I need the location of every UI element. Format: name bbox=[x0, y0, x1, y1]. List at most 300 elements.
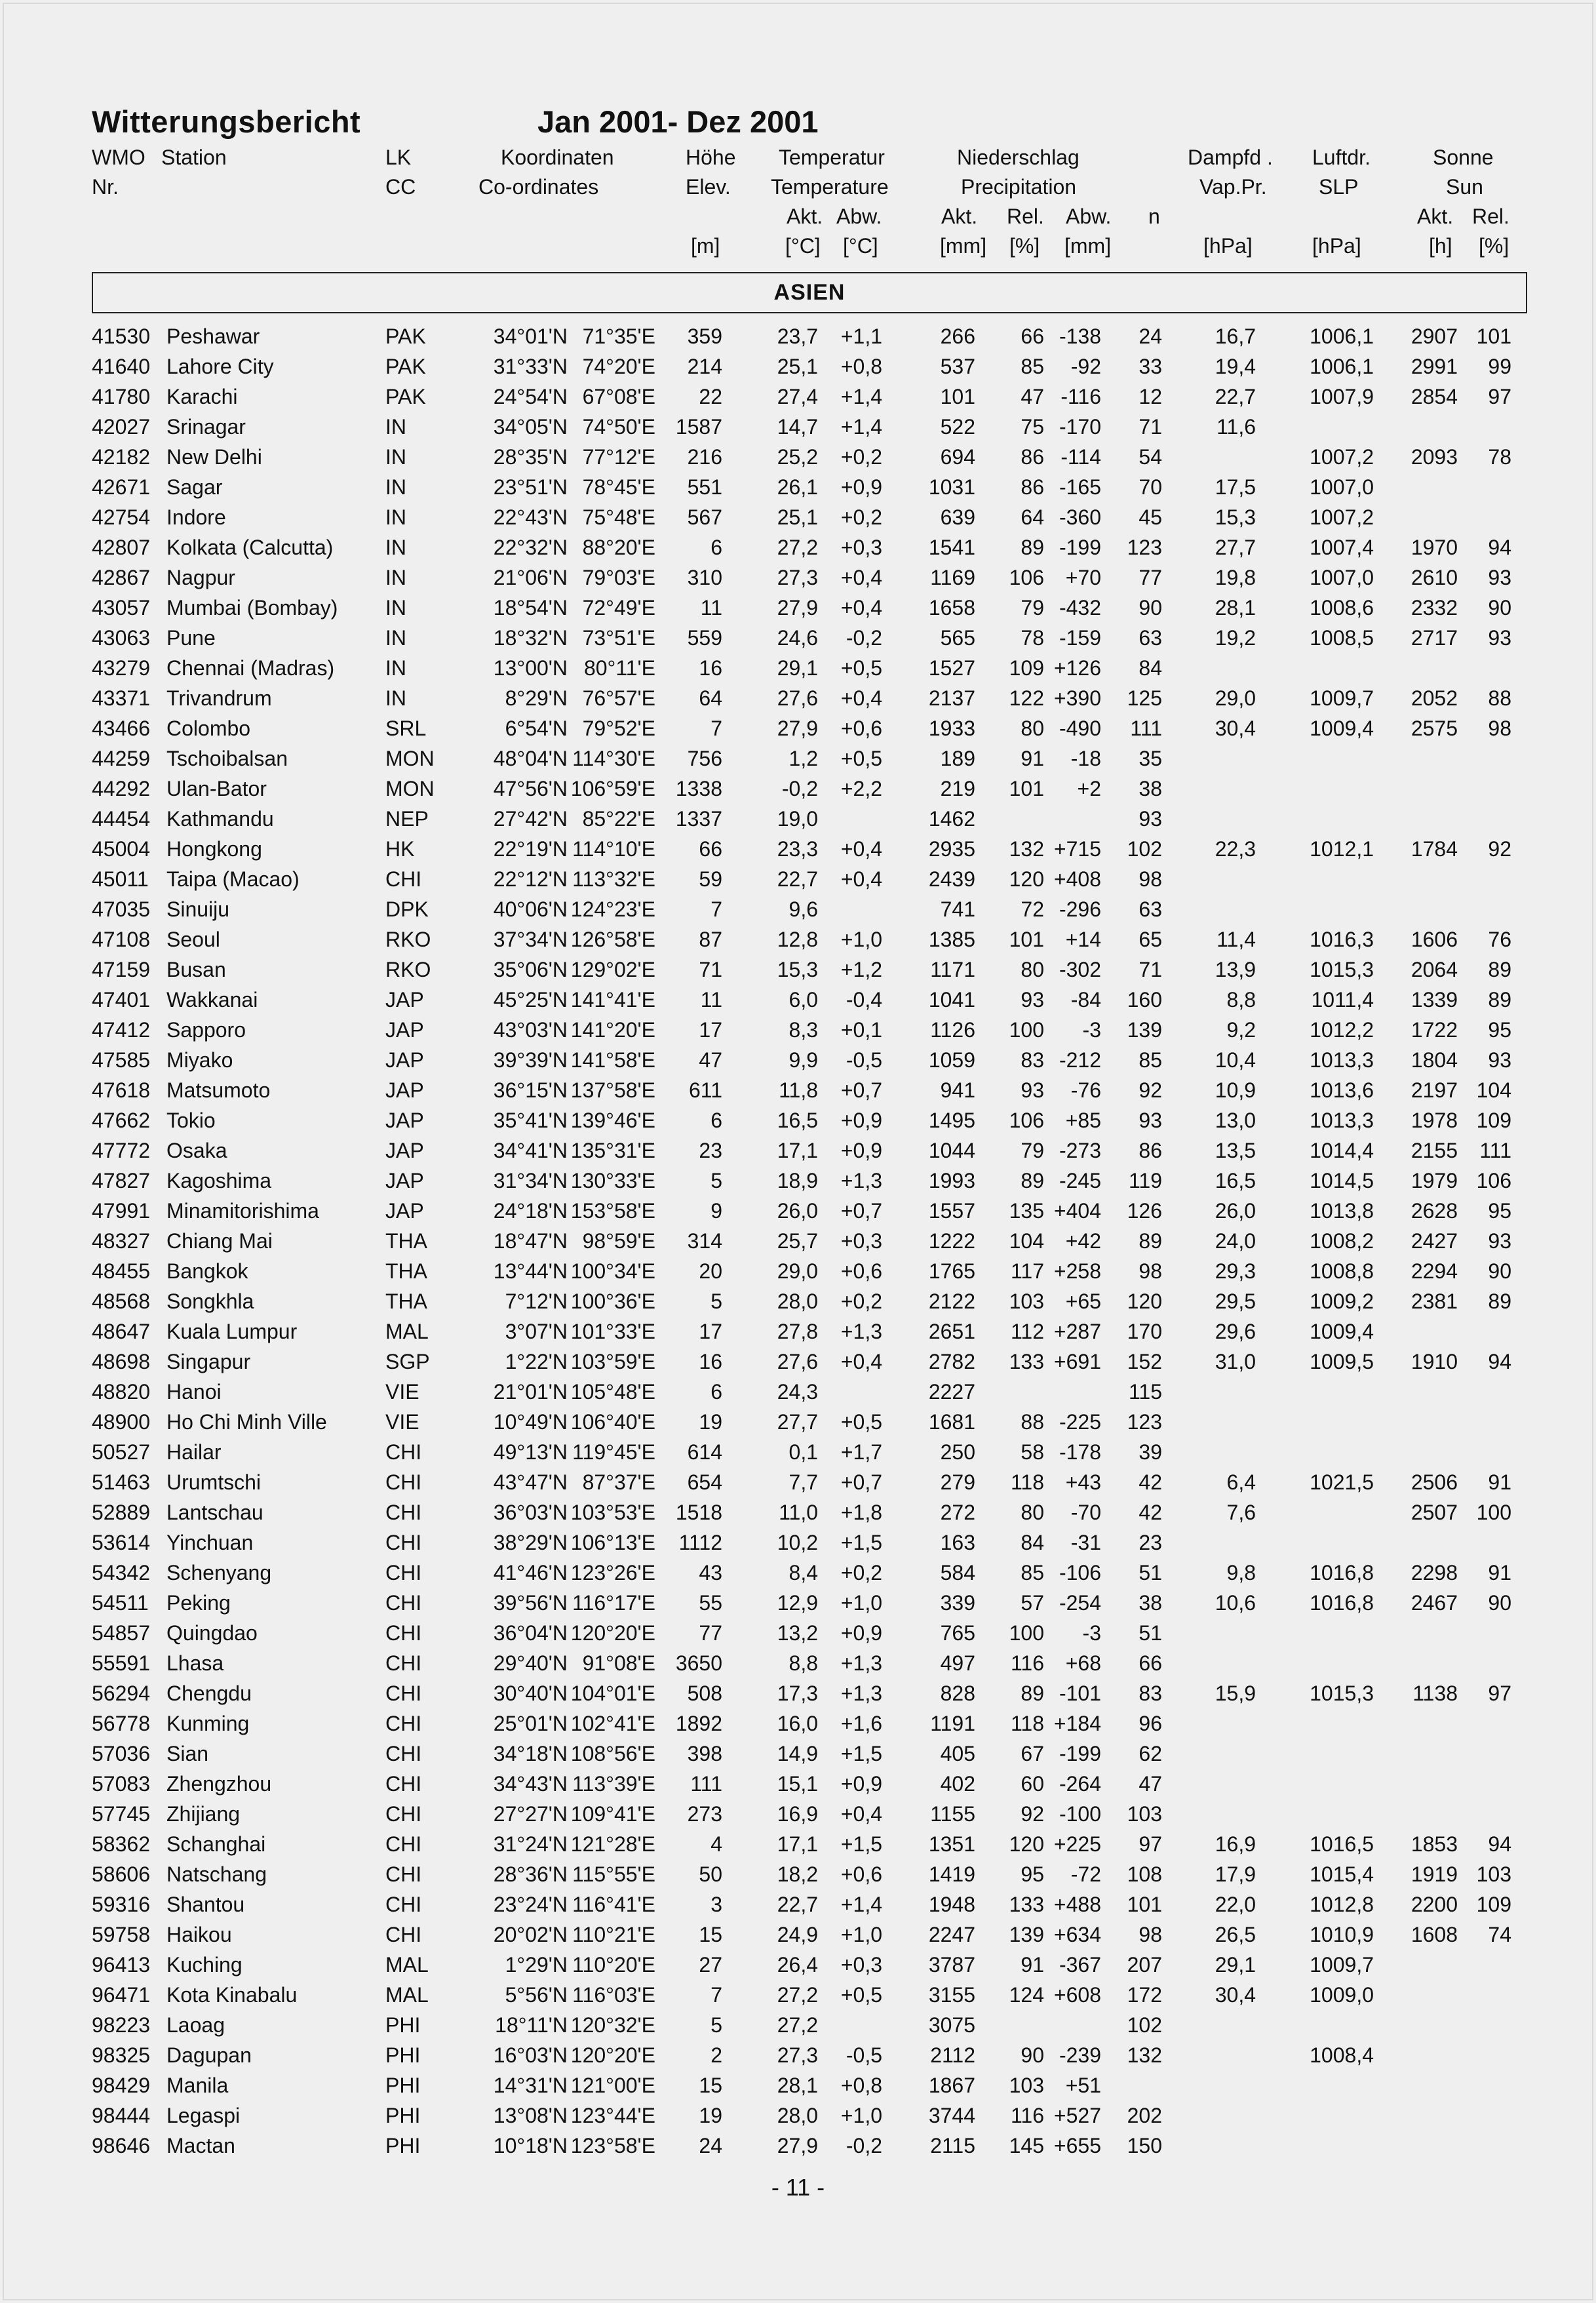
cell-lon: 100°34'E bbox=[570, 1259, 655, 1283]
table-row bbox=[0, 713, 1596, 743]
cell-p-akt: 1041 bbox=[928, 988, 975, 1012]
cell-n: 35 bbox=[1139, 747, 1162, 770]
cell-p-rel: 103 bbox=[1009, 2074, 1044, 2097]
cell-p-abw: -114 bbox=[1061, 445, 1101, 469]
cell-vap: 28,1 bbox=[1215, 596, 1256, 620]
cell-lat: 39°56'N bbox=[493, 1591, 568, 1615]
cell-lon: 114°30'E bbox=[572, 747, 655, 770]
cell-lon: 120°32'E bbox=[570, 2013, 655, 2037]
cell-p-akt: 1462 bbox=[928, 807, 975, 831]
cell-t-abw: -0,5 bbox=[846, 1048, 882, 1072]
header-temperature: Temperature bbox=[771, 175, 889, 199]
cell-sun-akt: 1608 bbox=[1411, 1923, 1458, 1946]
cell-p-abw: +65 bbox=[1065, 1289, 1101, 1313]
cell-p-abw: -360 bbox=[1059, 505, 1101, 529]
cell-lon: 108°56'E bbox=[570, 1742, 655, 1765]
cell-p-rel: 93 bbox=[1021, 1078, 1044, 1102]
cell-nr: 45011 bbox=[92, 867, 149, 891]
cell-sun-akt: 2991 bbox=[1411, 355, 1458, 378]
cell-cc: RKO bbox=[385, 958, 431, 981]
cell-p-abw: -116 bbox=[1061, 385, 1101, 408]
cell-p-akt: 2137 bbox=[928, 686, 975, 710]
cell-p-akt: 2651 bbox=[928, 1320, 975, 1343]
header-unit-m: [m] bbox=[691, 234, 720, 258]
cell-lat: 23°24'N bbox=[493, 1893, 568, 1916]
cell-lon: 106°59'E bbox=[570, 777, 655, 800]
cell-sun-akt: 1970 bbox=[1411, 536, 1458, 559]
cell-nr: 98223 bbox=[92, 2013, 150, 2037]
cell-t-akt: 25,1 bbox=[777, 355, 818, 378]
cell-elev: 7 bbox=[710, 1983, 722, 2007]
cell-n: 97 bbox=[1139, 1832, 1162, 1856]
cell-station: Nagpur bbox=[166, 566, 235, 589]
cell-cc: SGP bbox=[385, 1350, 430, 1373]
cell-p-rel: 80 bbox=[1021, 958, 1044, 981]
cell-p-rel: 79 bbox=[1021, 1139, 1044, 1162]
cell-t-akt: 27,9 bbox=[777, 596, 818, 620]
cell-p-rel: 78 bbox=[1021, 626, 1044, 650]
table-row bbox=[0, 653, 1596, 683]
cell-vap: 13,5 bbox=[1215, 1139, 1256, 1162]
cell-p-abw: +691 bbox=[1053, 1350, 1101, 1373]
cell-elev: 7 bbox=[710, 897, 722, 921]
cell-nr: 47827 bbox=[92, 1169, 150, 1192]
cell-cc: HK bbox=[385, 837, 415, 861]
cell-t-abw: +0,9 bbox=[840, 475, 882, 499]
header-unit-precip-akt: [mm] bbox=[940, 234, 987, 258]
cell-cc: CHI bbox=[385, 1591, 422, 1615]
cell-n: 103 bbox=[1127, 1802, 1162, 1826]
cell-t-akt: 27,4 bbox=[777, 385, 818, 408]
cell-t-akt: 17,1 bbox=[777, 1139, 818, 1162]
cell-n: 93 bbox=[1139, 1109, 1162, 1132]
cell-p-rel: 95 bbox=[1021, 1862, 1044, 1886]
cell-sun-rel: 99 bbox=[1488, 355, 1511, 378]
cell-t-abw: +0,4 bbox=[840, 1350, 882, 1373]
cell-vap: 9,8 bbox=[1226, 1561, 1256, 1585]
cell-lat: 24°18'N bbox=[493, 1199, 568, 1223]
cell-slp: 1016,8 bbox=[1310, 1591, 1374, 1615]
cell-lat: 10°49'N bbox=[493, 1410, 568, 1434]
cell-lat: 48°04'N bbox=[493, 747, 568, 770]
cell-sun-akt: 2907 bbox=[1411, 325, 1458, 348]
cell-t-akt: 16,0 bbox=[777, 1712, 818, 1735]
header-cc: CC bbox=[385, 175, 416, 199]
cell-t-akt: 15,3 bbox=[777, 958, 818, 981]
cell-lat: 13°44'N bbox=[493, 1259, 568, 1283]
cell-lat: 7°12'N bbox=[505, 1289, 568, 1313]
cell-sun-rel: 90 bbox=[1488, 1591, 1511, 1615]
cell-t-abw: +1,3 bbox=[840, 1320, 882, 1343]
cell-nr: 47585 bbox=[92, 1048, 150, 1072]
cell-p-rel: 58 bbox=[1021, 1440, 1044, 1464]
cell-p-akt: 694 bbox=[940, 445, 975, 469]
cell-n: 98 bbox=[1139, 1259, 1162, 1283]
cell-station: Singapur bbox=[166, 1350, 251, 1373]
cell-p-abw: -72 bbox=[1070, 1862, 1101, 1886]
cell-lon: 121°28'E bbox=[570, 1832, 655, 1856]
cell-p-abw: -76 bbox=[1070, 1078, 1101, 1102]
cell-sun-akt: 2717 bbox=[1411, 626, 1458, 650]
cell-p-rel: 80 bbox=[1021, 1501, 1044, 1524]
cell-nr: 42671 bbox=[92, 475, 150, 499]
cell-elev: 23 bbox=[699, 1139, 722, 1162]
cell-lat: 8°29'N bbox=[505, 686, 568, 710]
cell-t-abw: -0,4 bbox=[846, 988, 882, 1012]
table-row bbox=[0, 1980, 1596, 2010]
cell-t-akt: 8,3 bbox=[788, 1018, 818, 1042]
cell-sun-rel: 93 bbox=[1488, 626, 1511, 650]
cell-p-abw: +43 bbox=[1065, 1470, 1101, 1494]
cell-elev: 611 bbox=[688, 1078, 722, 1102]
cell-t-akt: 23,7 bbox=[777, 325, 818, 348]
cell-station: Kunming bbox=[166, 1712, 250, 1735]
cell-slp: 1016,5 bbox=[1310, 1832, 1374, 1856]
cell-station: Kagoshima bbox=[166, 1169, 272, 1192]
cell-elev: 20 bbox=[699, 1259, 722, 1283]
cell-lat: 45°25'N bbox=[493, 988, 568, 1012]
cell-station: Songkhla bbox=[166, 1289, 254, 1313]
header-lk: LK bbox=[385, 146, 412, 169]
cell-elev: 19 bbox=[699, 1410, 722, 1434]
cell-sun-akt: 2507 bbox=[1411, 1501, 1458, 1524]
cell-p-abw: -31 bbox=[1070, 1531, 1101, 1554]
cell-station: Shantou bbox=[166, 1893, 245, 1916]
cell-lon: 121°00'E bbox=[570, 2074, 655, 2097]
cell-p-akt: 941 bbox=[940, 1078, 975, 1102]
cell-elev: 15 bbox=[699, 2074, 722, 2097]
cell-nr: 98429 bbox=[92, 2074, 150, 2097]
cell-station: Kathmandu bbox=[166, 807, 274, 831]
cell-t-abw: +1,0 bbox=[840, 1591, 882, 1615]
cell-cc: IN bbox=[385, 415, 406, 439]
cell-lat: 39°39'N bbox=[493, 1048, 568, 1072]
cell-nr: 43466 bbox=[92, 717, 150, 740]
cell-n: 152 bbox=[1127, 1350, 1162, 1373]
cell-station: Kuching bbox=[166, 1953, 243, 1977]
cell-t-abw: +0,8 bbox=[840, 2074, 882, 2097]
cell-elev: 1892 bbox=[675, 1712, 722, 1735]
cell-p-akt: 2935 bbox=[928, 837, 975, 861]
cell-p-rel: 116 bbox=[1010, 1651, 1044, 1675]
cell-p-akt: 1351 bbox=[928, 1832, 975, 1856]
cell-lat: 18°32'N bbox=[493, 626, 568, 650]
cell-sun-akt: 2575 bbox=[1411, 717, 1458, 740]
cell-n: 139 bbox=[1127, 1018, 1162, 1042]
table-row bbox=[0, 1558, 1596, 1588]
cell-lat: 41°46'N bbox=[493, 1561, 568, 1585]
cell-elev: 559 bbox=[687, 626, 722, 650]
cell-lat: 18°54'N bbox=[493, 596, 568, 620]
cell-p-abw: +14 bbox=[1065, 928, 1101, 951]
cell-p-rel: 133 bbox=[1009, 1350, 1044, 1373]
table-row bbox=[0, 623, 1596, 653]
cell-lon: 123°44'E bbox=[570, 2104, 655, 2127]
cell-t-akt: 18,9 bbox=[777, 1169, 818, 1192]
cell-station: Taipa (Macao) bbox=[166, 867, 300, 891]
cell-sun-akt: 1784 bbox=[1411, 837, 1458, 861]
cell-n: 123 bbox=[1127, 536, 1162, 559]
cell-elev: 16 bbox=[699, 656, 722, 680]
cell-station: Colombo bbox=[166, 717, 251, 740]
cell-vap: 19,4 bbox=[1215, 355, 1256, 378]
cell-p-abw: -199 bbox=[1059, 536, 1101, 559]
cell-t-akt: 16,5 bbox=[777, 1109, 818, 1132]
table-row bbox=[0, 2131, 1596, 2161]
cell-sun-rel: 89 bbox=[1488, 1289, 1511, 1313]
table-row bbox=[0, 472, 1596, 502]
cell-lat: 27°27'N bbox=[493, 1802, 568, 1826]
cell-p-rel: 112 bbox=[1010, 1320, 1044, 1343]
cell-station: Busan bbox=[166, 958, 226, 981]
cell-t-akt: 18,2 bbox=[777, 1862, 818, 1886]
cell-station: Yinchuan bbox=[166, 1531, 254, 1554]
cell-t-abw: +0,2 bbox=[840, 1561, 882, 1585]
cell-lat: 24°54'N bbox=[493, 385, 568, 408]
cell-elev: 15 bbox=[699, 1923, 722, 1946]
cell-station: Srinagar bbox=[166, 415, 246, 439]
section-heading: ASIEN bbox=[773, 280, 846, 305]
cell-lon: 109°41'E bbox=[570, 1802, 655, 1826]
cell-p-akt: 1126 bbox=[930, 1018, 975, 1042]
cell-lat: 1°29'N bbox=[505, 1953, 568, 1977]
cell-t-akt: 25,2 bbox=[777, 445, 818, 469]
cell-t-akt: 24,9 bbox=[777, 1923, 818, 1946]
cell-n: 132 bbox=[1127, 2043, 1162, 2067]
cell-vap: 31,0 bbox=[1215, 1350, 1256, 1373]
cell-elev: 50 bbox=[699, 1862, 722, 1886]
cell-p-rel: 75 bbox=[1021, 415, 1044, 439]
cell-elev: 111 bbox=[690, 1772, 722, 1796]
cell-sun-akt: 2628 bbox=[1411, 1199, 1458, 1223]
cell-p-akt: 1191 bbox=[930, 1712, 975, 1735]
cell-cc: CHI bbox=[385, 1923, 422, 1946]
cell-elev: 9 bbox=[710, 1199, 722, 1223]
cell-lat: 43°47'N bbox=[493, 1470, 568, 1494]
cell-slp: 1012,2 bbox=[1310, 1018, 1374, 1042]
cell-p-abw: -106 bbox=[1059, 1561, 1101, 1585]
cell-cc: IN bbox=[385, 536, 406, 559]
table-row bbox=[0, 1950, 1596, 1980]
cell-lon: 120°20'E bbox=[570, 2043, 655, 2067]
cell-p-rel: 118 bbox=[1010, 1470, 1044, 1494]
cell-t-akt: 10,2 bbox=[777, 1531, 818, 1554]
cell-nr: 44292 bbox=[92, 777, 150, 800]
cell-station: Chiang Mai bbox=[166, 1229, 273, 1253]
cell-nr: 98444 bbox=[92, 2104, 150, 2127]
cell-lon: 79°52'E bbox=[582, 717, 655, 740]
cell-t-abw: +0,5 bbox=[840, 747, 882, 770]
cell-n: 125 bbox=[1127, 686, 1162, 710]
cell-sun-akt: 2298 bbox=[1411, 1561, 1458, 1585]
cell-vap: 22,3 bbox=[1215, 837, 1256, 861]
cell-slp: 1009,0 bbox=[1310, 1983, 1374, 2007]
header-sun-rel: Rel. bbox=[1472, 205, 1509, 228]
cell-sun-akt: 1910 bbox=[1411, 1350, 1458, 1373]
cell-elev: 17 bbox=[699, 1018, 722, 1042]
cell-p-abw: +2 bbox=[1077, 777, 1101, 800]
cell-t-abw: +0,9 bbox=[840, 1772, 882, 1796]
table-row bbox=[0, 2100, 1596, 2131]
table-row bbox=[0, 1678, 1596, 1708]
cell-p-abw: +488 bbox=[1053, 1893, 1101, 1916]
cell-t-abw: +0,2 bbox=[840, 1289, 882, 1313]
cell-p-akt: 639 bbox=[940, 505, 975, 529]
cell-p-rel: 120 bbox=[1009, 867, 1044, 891]
header-koordinaten: Koordinaten bbox=[501, 146, 614, 169]
cell-n: 33 bbox=[1139, 355, 1162, 378]
cell-t-abw: +1,5 bbox=[840, 1742, 882, 1765]
cell-station: Tschoibalsan bbox=[166, 747, 288, 770]
table-row bbox=[0, 1708, 1596, 1739]
cell-cc: CHI bbox=[385, 1682, 422, 1705]
cell-cc: PHI bbox=[385, 2134, 421, 2157]
header-slp: SLP bbox=[1319, 175, 1359, 199]
cell-lat: 36°03'N bbox=[493, 1501, 568, 1524]
cell-p-abw: +634 bbox=[1053, 1923, 1101, 1946]
cell-p-abw: -84 bbox=[1070, 988, 1101, 1012]
cell-lon: 116°03'E bbox=[572, 1983, 655, 2007]
cell-vap: 29,6 bbox=[1215, 1320, 1256, 1343]
header-precipitation: Precipitation bbox=[961, 175, 1077, 199]
cell-lat: 22°32'N bbox=[493, 536, 568, 559]
cell-p-abw: +608 bbox=[1053, 1983, 1101, 2007]
cell-p-rel: 64 bbox=[1021, 505, 1044, 529]
header-unit-precip-abw: [mm] bbox=[1064, 234, 1112, 258]
cell-vap: 29,3 bbox=[1215, 1259, 1256, 1283]
table-row bbox=[0, 1588, 1596, 1618]
cell-lat: 20°02'N bbox=[493, 1923, 568, 1946]
cell-n: 63 bbox=[1139, 897, 1162, 921]
cell-station: Peshawar bbox=[166, 325, 260, 348]
cell-t-akt: 26,0 bbox=[777, 1199, 818, 1223]
table-row bbox=[0, 985, 1596, 1015]
cell-p-rel: 139 bbox=[1009, 1923, 1044, 1946]
cell-nr: 59758 bbox=[92, 1923, 150, 1946]
cell-t-akt: 17,3 bbox=[777, 1682, 818, 1705]
cell-t-abw: +0,2 bbox=[840, 505, 882, 529]
cell-sun-rel: 95 bbox=[1488, 1018, 1511, 1042]
cell-elev: 22 bbox=[699, 385, 722, 408]
cell-nr: 56294 bbox=[92, 1682, 150, 1705]
cell-t-abw: +0,2 bbox=[840, 445, 882, 469]
cell-n: 170 bbox=[1127, 1320, 1162, 1343]
cell-t-abw: +0,7 bbox=[840, 1078, 882, 1102]
cell-lon: 116°41'E bbox=[572, 1893, 655, 1916]
cell-lon: 103°59'E bbox=[570, 1350, 655, 1373]
cell-nr: 47035 bbox=[92, 897, 150, 921]
cell-cc: PAK bbox=[385, 355, 426, 378]
cell-p-rel: 120 bbox=[1009, 1832, 1044, 1856]
cell-n: 90 bbox=[1139, 596, 1162, 620]
cell-lat: 27°42'N bbox=[493, 807, 568, 831]
cell-n: 172 bbox=[1127, 1983, 1162, 2007]
header-luftdr: Luftdr. bbox=[1312, 146, 1371, 169]
cell-sun-rel: 98 bbox=[1488, 717, 1511, 740]
cell-p-abw: +70 bbox=[1065, 566, 1101, 589]
cell-n: 89 bbox=[1139, 1229, 1162, 1253]
cell-station: Kota Kinabalu bbox=[166, 1983, 298, 2007]
cell-sun-akt: 1339 bbox=[1411, 988, 1458, 1012]
cell-lat: 34°43'N bbox=[493, 1772, 568, 1796]
cell-sun-akt: 2381 bbox=[1411, 1289, 1458, 1313]
cell-n: 92 bbox=[1139, 1078, 1162, 1102]
cell-n: 38 bbox=[1139, 777, 1162, 800]
cell-nr: 44454 bbox=[92, 807, 150, 831]
table-row bbox=[0, 1648, 1596, 1678]
cell-t-akt: 27,7 bbox=[777, 1410, 818, 1434]
cell-slp: 1007,2 bbox=[1310, 505, 1374, 529]
cell-t-akt: 13,2 bbox=[777, 1621, 818, 1645]
cell-sun-rel: 90 bbox=[1488, 1259, 1511, 1283]
cell-t-abw: +1,4 bbox=[840, 1893, 882, 1916]
cell-p-akt: 1867 bbox=[928, 2074, 975, 2097]
cell-nr: 54342 bbox=[92, 1561, 150, 1585]
cell-cc: RKO bbox=[385, 928, 431, 951]
cell-lon: 113°32'E bbox=[572, 867, 655, 891]
cell-station: Hongkong bbox=[166, 837, 262, 861]
cell-nr: 55591 bbox=[92, 1651, 150, 1675]
cell-n: 85 bbox=[1139, 1048, 1162, 1072]
cell-cc: THA bbox=[385, 1289, 427, 1313]
cell-t-abw: -0,5 bbox=[846, 2043, 882, 2067]
cell-t-abw: +0,6 bbox=[840, 717, 882, 740]
cell-vap: 27,7 bbox=[1215, 536, 1256, 559]
cell-lat: 14°31'N bbox=[493, 2074, 568, 2097]
cell-elev: 43 bbox=[699, 1561, 722, 1585]
cell-p-akt: 219 bbox=[940, 777, 975, 800]
cell-lat: 13°08'N bbox=[493, 2104, 568, 2127]
table-row bbox=[0, 1286, 1596, 1316]
cell-t-akt: 15,1 bbox=[777, 1772, 818, 1796]
cell-slp: 1012,1 bbox=[1310, 837, 1374, 861]
cell-p-abw: +655 bbox=[1053, 2134, 1101, 2157]
report-period: Jan 2001- Dez 2001 bbox=[537, 104, 819, 139]
cell-elev: 47 bbox=[699, 1048, 722, 1072]
cell-p-akt: 828 bbox=[940, 1682, 975, 1705]
cell-cc: JAP bbox=[385, 1048, 424, 1072]
cell-sun-rel: 101 bbox=[1476, 325, 1511, 348]
cell-t-akt: 14,9 bbox=[777, 1742, 818, 1765]
cell-t-akt: 16,9 bbox=[777, 1802, 818, 1826]
cell-p-akt: 339 bbox=[940, 1591, 975, 1615]
cell-n: 45 bbox=[1139, 505, 1162, 529]
header-unit-precip-rel: [%] bbox=[1009, 234, 1040, 258]
cell-p-rel: 85 bbox=[1021, 355, 1044, 378]
cell-elev: 1338 bbox=[675, 777, 722, 800]
cell-cc: JAP bbox=[385, 1078, 424, 1102]
cell-lon: 135°31'E bbox=[570, 1139, 655, 1162]
cell-t-abw: +1,3 bbox=[840, 1682, 882, 1705]
cell-station: Matsumoto bbox=[166, 1078, 271, 1102]
cell-p-akt: 1527 bbox=[928, 656, 975, 680]
cell-t-abw: +1,4 bbox=[840, 415, 882, 439]
cell-p-akt: 1031 bbox=[928, 475, 975, 499]
cell-lon: 78°45'E bbox=[582, 475, 655, 499]
table-row bbox=[0, 382, 1596, 412]
cell-p-akt: 1933 bbox=[928, 717, 975, 740]
cell-lon: 76°57'E bbox=[582, 686, 655, 710]
cell-t-abw: +0,7 bbox=[840, 1199, 882, 1223]
cell-lon: 115°55'E bbox=[572, 1862, 655, 1886]
cell-t-abw: +1,3 bbox=[840, 1169, 882, 1192]
cell-t-akt: 27,2 bbox=[777, 2013, 818, 2037]
cell-p-rel: 88 bbox=[1021, 1410, 1044, 1434]
cell-slp: 1016,3 bbox=[1310, 928, 1374, 951]
cell-slp: 1008,8 bbox=[1310, 1259, 1374, 1283]
cell-station: Miyako bbox=[166, 1048, 233, 1072]
cell-n: 126 bbox=[1127, 1199, 1162, 1223]
